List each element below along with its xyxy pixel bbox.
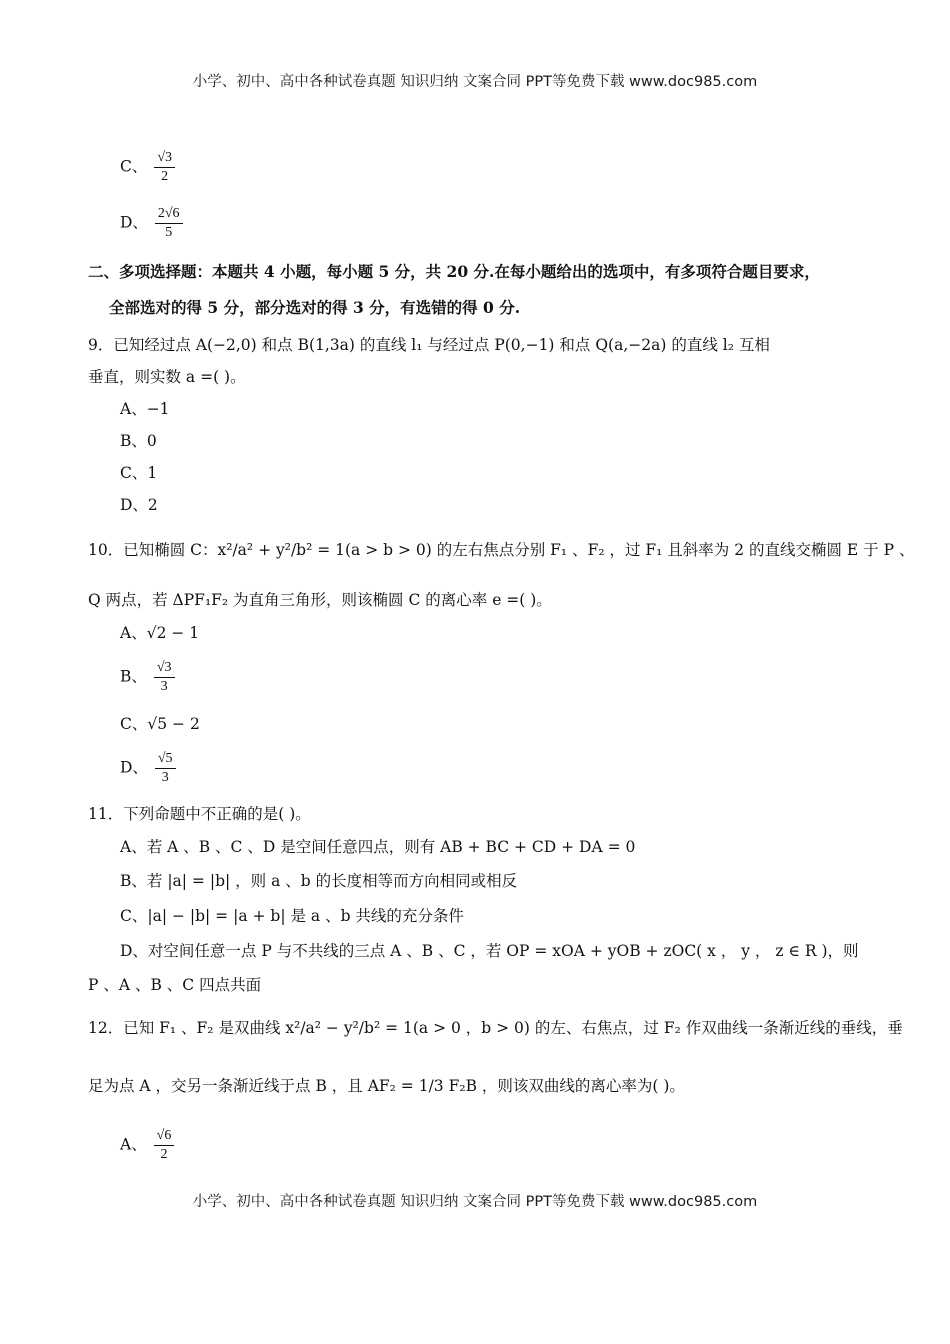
q11-option-d-line-2: P 、A 、B 、C 四点共面 bbox=[88, 976, 262, 994]
section-heading-line-2: 全部选对的得 5 分，部分选对的得 3 分，有选错的得 0 分. bbox=[109, 298, 521, 317]
q10-option-d: D、 $\frac{√5}{3}$ bbox=[120, 751, 178, 786]
section-heading-line-1: 二、多项选择题：本题共 4 小题，每小题 5 分，共 20 分.在每小题给出的选项中，有多项符合题目要求， bbox=[88, 262, 820, 281]
q9-option-c: C、1 bbox=[120, 464, 158, 482]
q9-stem-line-1: 9．已知经过点 A(−2,0) 和点 B(1,3a) 的直线 l₁ 与经过点 P(0,−1) 和点 Q(a,−2a) 的直线 l₂ 互相 bbox=[88, 336, 770, 354]
q9-option-b: B、0 bbox=[120, 432, 157, 450]
q10-stem-line-2: Q 两点，若 ΔPF₁F₂ 为直角三角形，则该椭圆 C 的离心率 e =( )。 bbox=[88, 591, 552, 609]
q11-option-d-line-1: D、对空间任意一点 P 与不共线的三点 A 、B 、C ，若 OP = xOA + yOB + zOC( x ， y ， z ∈ R )，则 bbox=[120, 942, 859, 960]
q12-stem-line-1: 12．已知 F₁ 、F₂ 是双曲线 x²/a² − y²/b² = 1(a > 0 ，b > 0) 的左、右焦点，过 F₂ 作双曲线一条渐近线的垂线，垂 bbox=[88, 1019, 903, 1037]
q9-option-d: D、2 bbox=[120, 496, 158, 514]
q11-option-b: B、若 |a| = |b| ，则 a 、b 的长度相等而方向相同或相反 bbox=[120, 872, 518, 890]
option-c: C、 $\frac{√3}{2}$ bbox=[120, 150, 177, 185]
option-d: D、 $\frac{2√6}{5}$ bbox=[120, 206, 185, 241]
q10-option-c: C、√5 − 2 bbox=[120, 715, 200, 733]
q11-option-a: A、若 A 、B 、C 、D 是空间任意四点，则有 AB + BC + CD + DA = 0 bbox=[120, 838, 636, 856]
q9-option-a: A、−1 bbox=[120, 400, 170, 418]
q9-stem-line-2: 垂直，则实数 a =( )。 bbox=[88, 368, 246, 386]
q11-stem: 11．下列命题中不正确的是( )。 bbox=[88, 805, 311, 823]
q10-option-b: B、 $\frac{√3}{3}$ bbox=[120, 660, 177, 695]
q11-option-c: C、|a| − |b| = |a + b| 是 a 、b 共线的充分条件 bbox=[120, 907, 464, 925]
q12-option-a: A、 $\frac{√6}{2}$ bbox=[120, 1128, 176, 1163]
q12-stem-line-2: 足为点 A ，交另一条渐近线于点 B ，且 AF₂ = 1/3 F₂B ，则该双曲线的离心率为( )。 bbox=[88, 1077, 685, 1095]
q10-stem-line-1: 10．已知椭圆 C：x²/a² + y²/b² = 1(a > b > 0) 的左右焦点分别 F₁ 、F₂ ，过 F₁ 且斜率为 2 的直线交椭圆 E 于 P 、 bbox=[88, 541, 915, 559]
page-footer: 小学、初中、高中各种试卷真题 知识归纳 文案合同 PPT等免费下载 www.doc985.com bbox=[192, 1194, 758, 1210]
q10-option-a: A、√2 − 1 bbox=[120, 624, 200, 642]
page-header: 小学、初中、高中各种试卷真题 知识归纳 文案合同 PPT等免费下载 www.doc985.com bbox=[192, 74, 758, 90]
